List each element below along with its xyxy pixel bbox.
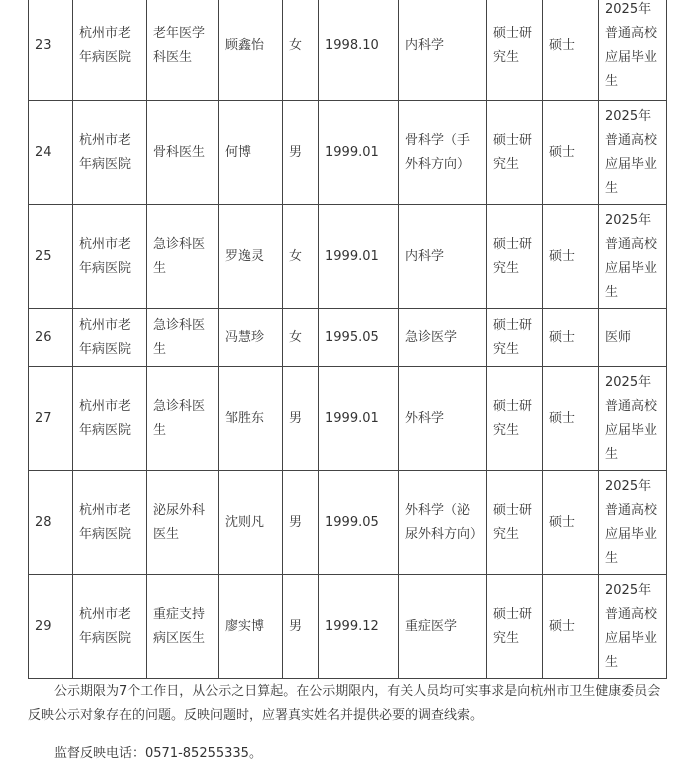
cell-birth: 1999.01: [319, 101, 399, 205]
cell-gender: 男: [283, 575, 319, 679]
cell-position: 急诊科医生: [147, 367, 219, 471]
cell-major: 重症医学: [399, 575, 487, 679]
cell-major: 骨科学（手外科方向）: [399, 101, 487, 205]
table-row: [29, 0, 667, 101]
cell-major: 外科学（泌尿外科方向）: [399, 471, 487, 575]
cell-education: 硕士研究生: [487, 101, 543, 205]
table-row: [29, 205, 667, 309]
cell-education: 硕士研究生: [487, 309, 543, 367]
cell-name: 沈则凡: [219, 471, 283, 575]
cell-status: 医师: [599, 309, 667, 367]
cell-gender: 女: [283, 309, 319, 367]
cell-degree: 硕士: [543, 0, 599, 101]
cell-no: 29: [29, 575, 73, 679]
table-row: [29, 101, 667, 205]
cell-degree: 硕士: [543, 575, 599, 679]
cell-status: 2025年普通高校应届毕业生: [599, 101, 667, 205]
cell-position: 泌尿外科医生: [147, 471, 219, 575]
cell-unit: 杭州市老年病医院: [73, 0, 147, 101]
cell-status: 2025年普通高校应届毕业生: [599, 471, 667, 575]
cell-no: 28: [29, 471, 73, 575]
notice-section: [28, 680, 668, 766]
cell-gender: 男: [283, 367, 319, 471]
hotline-text: 监督反映电话：0571-85255335。: [54, 746, 262, 761]
cell-no: 24: [29, 101, 73, 205]
table-row: [29, 471, 667, 575]
cell-unit: 杭州市老年病医院: [73, 101, 147, 205]
cell-gender: 女: [283, 205, 319, 309]
cell-status: 2025年普通高校应届毕业生: [599, 205, 667, 309]
cell-birth: 1999.01: [319, 367, 399, 471]
cell-gender: 男: [283, 101, 319, 205]
cell-gender: 男: [283, 471, 319, 575]
cell-name: 廖实博: [219, 575, 283, 679]
cell-no: 27: [29, 367, 73, 471]
cell-degree: 硕士: [543, 101, 599, 205]
cell-status: 2025年普通高校应届毕业生: [599, 367, 667, 471]
table-row: [29, 309, 667, 367]
cell-major: 外科学: [399, 367, 487, 471]
cell-unit: 杭州市老年病医院: [73, 575, 147, 679]
cell-birth: 1999.01: [319, 205, 399, 309]
cell-major: 内科学: [399, 0, 487, 101]
cell-name: 罗逸灵: [219, 205, 283, 309]
cell-status: 2025年普通高校应届毕业生: [599, 575, 667, 679]
cell-name: 何博: [219, 101, 283, 205]
cell-unit: 杭州市老年病医院: [73, 367, 147, 471]
cell-birth: 1995.05: [319, 309, 399, 367]
cell-no: 26: [29, 309, 73, 367]
cell-birth: 1998.10: [319, 0, 399, 101]
cell-status: 2025年普通高校应届毕业生: [599, 0, 667, 101]
cell-education: 硕士研究生: [487, 0, 543, 101]
cell-education: 硕士研究生: [487, 205, 543, 309]
cell-name: 邹胜东: [219, 367, 283, 471]
cell-name: 冯慧珍: [219, 309, 283, 367]
cell-degree: 硕士: [543, 309, 599, 367]
cell-unit: 杭州市老年病医院: [73, 309, 147, 367]
cell-name: 顾鑫怡: [219, 0, 283, 101]
cell-position: 骨科医生: [147, 101, 219, 205]
cell-unit: 杭州市老年病医院: [73, 205, 147, 309]
notice-text: 公示期限为7个工作日，从公示之日算起。在公示期限内，有关人员均可实事求是向杭州市卫生健康委员会反映公示对象存在的问题。反映问题时，应署真实姓名并提供必要的调查线索。: [28, 684, 661, 723]
cell-position: 急诊科医生: [147, 309, 219, 367]
cell-degree: 硕士: [543, 205, 599, 309]
candidate-table: [28, 0, 667, 679]
cell-birth: 1999.05: [319, 471, 399, 575]
cell-birth: 1999.12: [319, 575, 399, 679]
cell-major: 急诊医学: [399, 309, 487, 367]
table-row: [29, 367, 667, 471]
cell-education: 硕士研究生: [487, 471, 543, 575]
cell-position: 急诊科医生: [147, 205, 219, 309]
cell-degree: 硕士: [543, 367, 599, 471]
table-row: [29, 575, 667, 679]
cell-major: 内科学: [399, 205, 487, 309]
cell-position: 老年医学科医生: [147, 0, 219, 101]
cell-education: 硕士研究生: [487, 575, 543, 679]
cell-degree: 硕士: [543, 471, 599, 575]
cell-gender: 女: [283, 0, 319, 101]
cell-no: 25: [29, 205, 73, 309]
cell-no: 23: [29, 0, 73, 101]
cell-unit: 杭州市老年病医院: [73, 471, 147, 575]
cell-position: 重症支持病区医生: [147, 575, 219, 679]
cell-education: 硕士研究生: [487, 367, 543, 471]
